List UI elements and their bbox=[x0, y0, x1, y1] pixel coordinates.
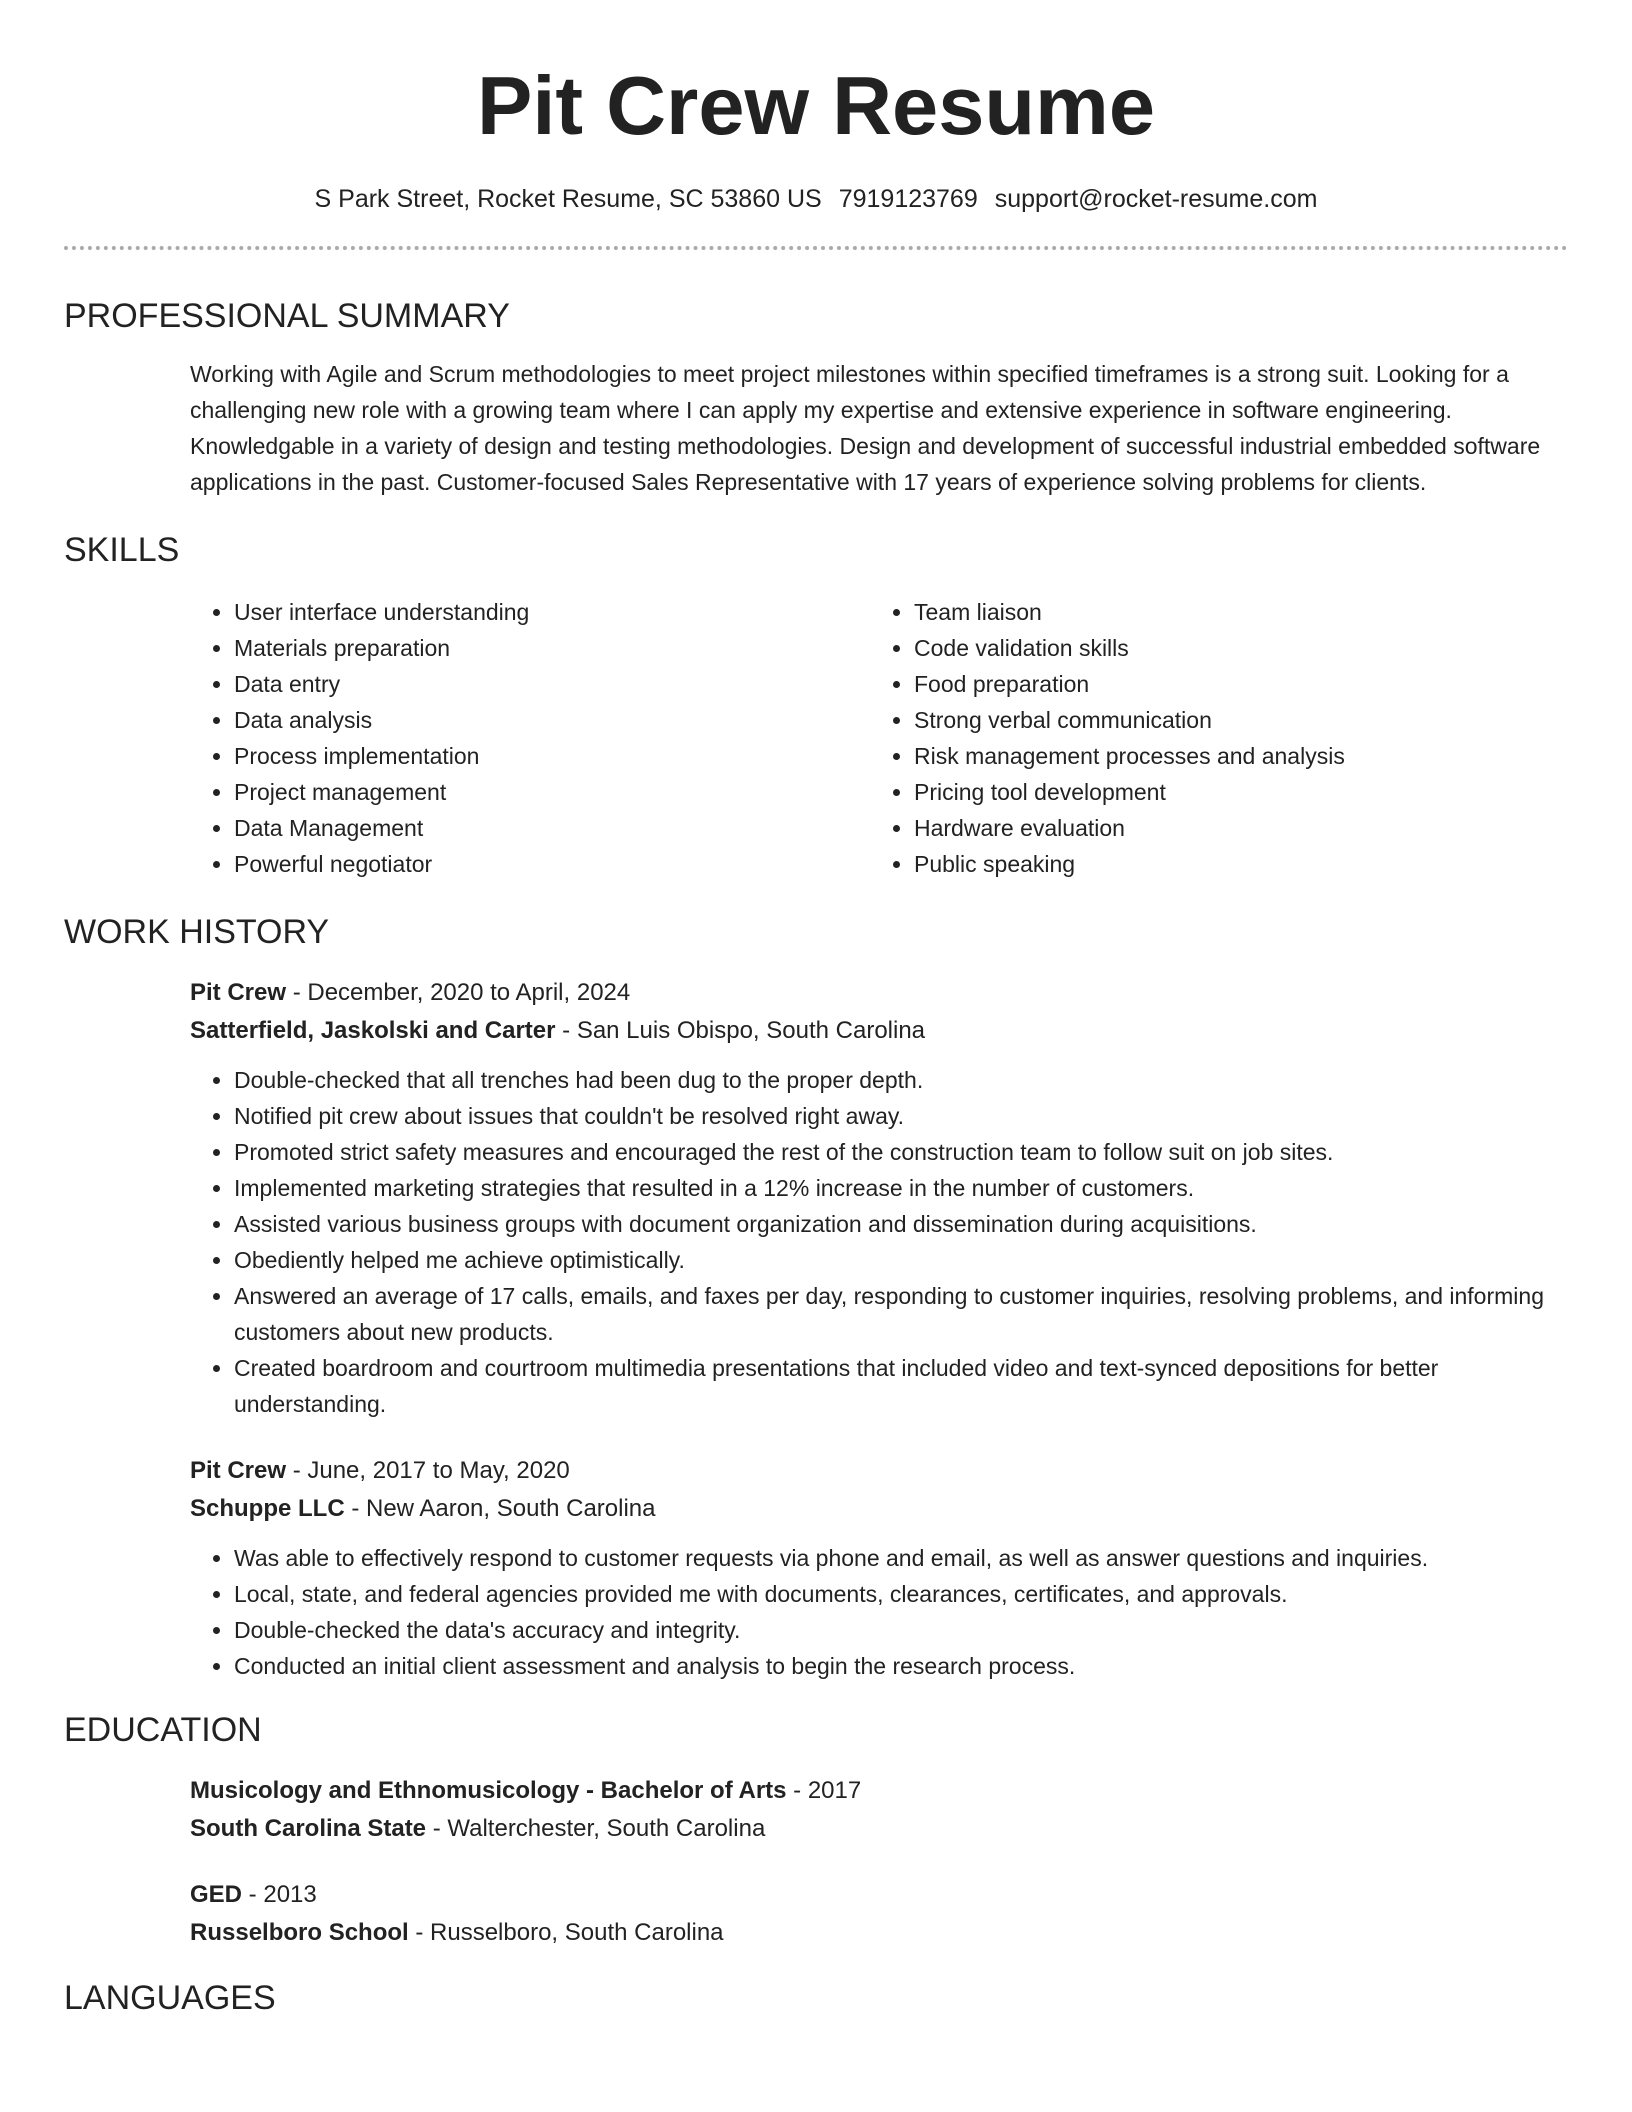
skill-item: • Team liaison bbox=[914, 594, 1550, 630]
education-year: - 2013 bbox=[242, 1881, 317, 1908]
education-location: - Walterchester, South Carolina bbox=[426, 1815, 766, 1842]
education-year: - 2017 bbox=[786, 1777, 862, 1804]
job-company-line bbox=[190, 1490, 1568, 1528]
skill-item: • Materials preparation bbox=[234, 630, 870, 666]
summary-heading: PROFESSIONAL SUMMARY bbox=[64, 297, 510, 335]
summary-text: Working with Agile and Scrum methodologies to meet project milestones within specified timeframes is a strong suit. Looking for a challenging new role with a growing team where I can apply my expertise and extensive experience in software engineering. Knowledgable in a variety of design and testing methodologies. Design and development of successful industrial embedded software applications in the past. Customer-focused Sales Representative with 17 years of experience solving problems for clients. bbox=[190, 361, 1541, 495]
job-location: - New Aaron, South Carolina bbox=[344, 1495, 656, 1522]
job-dates: - June, 2017 to May, 2020 bbox=[286, 1457, 570, 1484]
skill-item: • Project management bbox=[234, 774, 870, 810]
education-entry bbox=[190, 1876, 1568, 1952]
skill-item: • Food preparation bbox=[914, 666, 1550, 702]
education-school: Russelboro School bbox=[190, 1919, 409, 1946]
education-degree: Musicology and Ethnomusicology - Bachelor of Arts bbox=[190, 1777, 787, 1804]
skill-item: • Data Management bbox=[234, 810, 870, 846]
job-entry bbox=[190, 974, 1568, 1422]
job-company-line bbox=[190, 1012, 1568, 1050]
contact-line bbox=[64, 182, 1568, 216]
job-entry bbox=[190, 1452, 1568, 1684]
languages-heading: LANGUAGES bbox=[64, 1979, 276, 2017]
job-duty: • Local, state, and federal agencies provided me with documents, clearances, certificates, and approvals. bbox=[234, 1576, 1568, 1612]
job-role: Pit Crew bbox=[190, 1457, 287, 1484]
job-location: - San Luis Obispo, South Carolina bbox=[555, 1017, 926, 1044]
job-duty: • Was able to effectively respond to customer requests via phone and email, as well as answer questions and inquiries. bbox=[234, 1540, 1568, 1576]
education-location: - Russelboro, South Carolina bbox=[408, 1919, 724, 1946]
job-title-line bbox=[190, 974, 1568, 1012]
skill-item: • Public speaking bbox=[914, 846, 1550, 882]
header-divider bbox=[64, 246, 1568, 250]
resume-name: Pit Crew Resume bbox=[476, 59, 1156, 152]
skill-item: • Data entry bbox=[234, 666, 870, 702]
job-duty: • Notified pit crew about issues that couldn't be resolved right away. bbox=[234, 1098, 1568, 1134]
skill-item: • Pricing tool development bbox=[914, 774, 1550, 810]
job-duty: • Obediently helped me achieve optimistically. bbox=[234, 1242, 1568, 1278]
job-duty: • Promoted strict safety measures and encouraged the rest of the construction team to follow suit on job sites. bbox=[234, 1134, 1568, 1170]
job-duty: • Double-checked the data's accuracy and integrity. bbox=[234, 1612, 1568, 1648]
contact-email: support@rocket-resume.com bbox=[994, 185, 1318, 213]
resume-page bbox=[64, 0, 1568, 2018]
skill-item: • User interface understanding bbox=[234, 594, 870, 630]
education-school-line bbox=[190, 1810, 1568, 1848]
job-duty: • Assisted various business groups with document organization and dissemination during acquisitions. bbox=[234, 1206, 1568, 1242]
education-degree-line bbox=[190, 1876, 1568, 1914]
education-degree: GED bbox=[190, 1881, 243, 1908]
education-school-line bbox=[190, 1914, 1568, 1952]
job-duties bbox=[190, 1062, 1568, 1422]
job-company: Satterfield, Jaskolski and Carter bbox=[190, 1017, 556, 1044]
job-role: Pit Crew bbox=[190, 979, 287, 1006]
skills-list bbox=[190, 594, 1568, 882]
job-company: Schuppe LLC bbox=[190, 1495, 345, 1522]
job-duty: • Conducted an initial client assessment and analysis to begin the research process. bbox=[234, 1648, 1568, 1684]
skill-item: • Risk management processes and analysis bbox=[914, 738, 1550, 774]
skill-item: • Powerful negotiator bbox=[234, 846, 870, 882]
skill-item: • Process implementation bbox=[234, 738, 870, 774]
education-school: South Carolina State bbox=[190, 1815, 427, 1842]
job-duty: • Double-checked that all trenches had been dug to the proper depth. bbox=[234, 1062, 1568, 1098]
job-title-line bbox=[190, 1452, 1568, 1490]
skills-column-left bbox=[190, 594, 870, 882]
job-dates: - December, 2020 to April, 2024 bbox=[286, 979, 631, 1006]
skills-heading: SKILLS bbox=[64, 531, 180, 569]
education-entry bbox=[190, 1772, 1568, 1848]
education-degree-line bbox=[190, 1772, 1568, 1810]
contact-phone: 7919123769 bbox=[838, 185, 978, 213]
job-duty: • Implemented marketing strategies that resulted in a 12% increase in the number of customers. bbox=[234, 1170, 1568, 1206]
contact-address: S Park Street, Rocket Resume, SC 53860 US bbox=[314, 185, 822, 213]
job-duty: • Answered an average of 17 calls, emails, and faxes per day, responding to customer inquiries, resolving problems, and informing customers about new products. bbox=[234, 1278, 1568, 1350]
job-duties bbox=[190, 1540, 1568, 1684]
skill-item: • Strong verbal communication bbox=[914, 702, 1550, 738]
work-history-heading: WORK HISTORY bbox=[64, 913, 330, 951]
skill-item: • Hardware evaluation bbox=[914, 810, 1550, 846]
education-heading: EDUCATION bbox=[64, 1711, 262, 1749]
job-duty: • Created boardroom and courtroom multimedia presentations that included video and text-synced depositions for better understanding. bbox=[234, 1350, 1568, 1422]
skills-column-right bbox=[870, 594, 1550, 882]
skill-item: • Data analysis bbox=[234, 702, 870, 738]
skill-item: • Code validation skills bbox=[914, 630, 1550, 666]
